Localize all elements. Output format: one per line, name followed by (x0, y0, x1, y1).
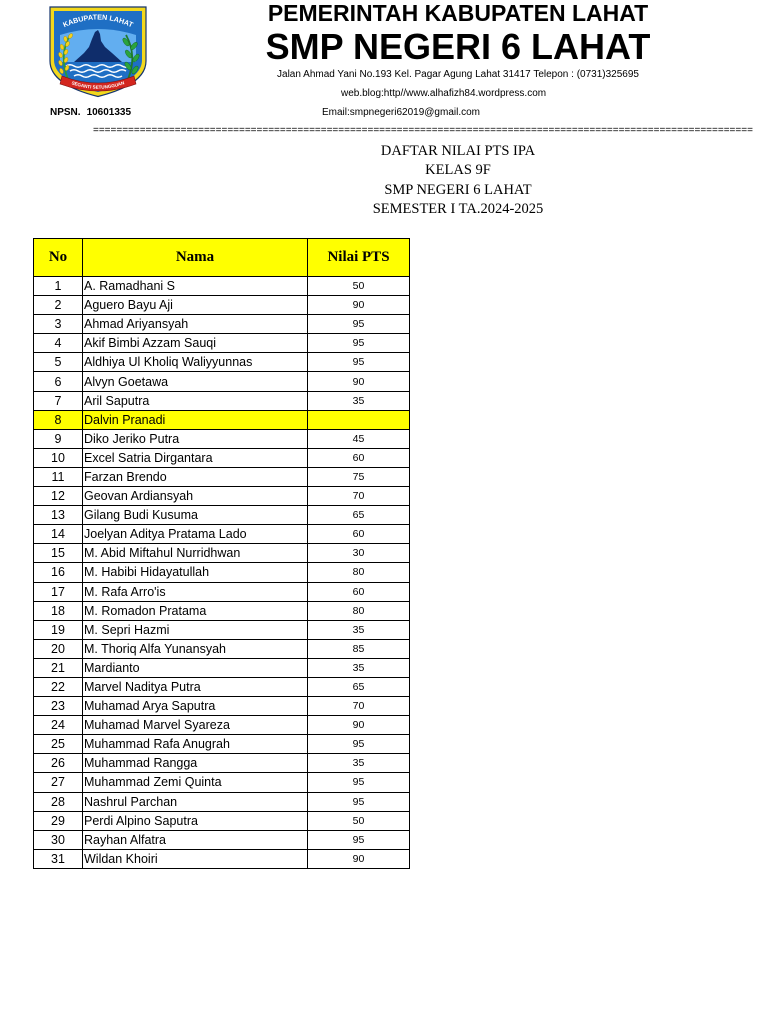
pts-score-cell: 70 (308, 487, 410, 506)
table-row (34, 430, 410, 449)
student-name-cell: Gilang Budi Kusuma (83, 506, 308, 525)
row-number-cell: 13 (34, 506, 83, 525)
pts-score-cell: 95 (308, 773, 410, 792)
table-row (34, 411, 410, 430)
school-address: Jalan Ahmad Yani No.193 Kel. Pagar Agung Lahat 31417 Telepon : (0731)325695 (277, 69, 639, 80)
pts-score-cell: 85 (308, 640, 410, 659)
student-name-cell: Dalvin Pranadi (83, 411, 308, 430)
student-name-cell: M. Thoriq Alfa Yunansyah (83, 640, 308, 659)
npsn-value: 10601335 (86, 107, 132, 118)
pts-score-cell: 80 (308, 563, 410, 582)
pts-score-cell: 35 (308, 392, 410, 411)
row-number-cell: 5 (34, 353, 83, 372)
npsn-label: NPSN. (50, 107, 81, 118)
class-label: KELAS 9F (425, 162, 491, 179)
row-number-cell: 10 (34, 449, 83, 468)
student-name-cell: Muhammad Rafa Anugrah (83, 735, 308, 754)
semester-label: SEMESTER I TA.2024-2025 (372, 200, 544, 217)
row-number-cell: 14 (34, 525, 83, 544)
report-title: DAFTAR NILAI PTS IPA (380, 143, 536, 159)
row-number-cell: 27 (34, 773, 83, 792)
table-row (34, 468, 410, 487)
row-number-cell: 19 (34, 621, 83, 640)
table-row (34, 563, 410, 582)
student-name-cell: Akif Bimbi Azzam Sauqi (83, 334, 308, 353)
student-name-cell: M. Abid Miftahul Nurridhwan (83, 544, 308, 563)
pts-score-cell: 35 (308, 621, 410, 640)
school-name: SMP NEGERI 6 LAHAT (265, 26, 651, 67)
pts-score-cell: 95 (308, 793, 410, 812)
header-separator: ================================================================================================================= (93, 126, 753, 136)
pts-score-cell: 95 (308, 334, 410, 353)
pts-score-cell: 30 (308, 544, 410, 563)
student-name-cell: Diko Jeriko Putra (83, 430, 308, 449)
pts-score-cell: 80 (308, 602, 410, 621)
row-number-cell: 17 (34, 583, 83, 602)
table-row (34, 449, 410, 468)
pts-score-cell: 90 (308, 716, 410, 735)
row-number-cell: 24 (34, 716, 83, 735)
pts-score-cell: 60 (308, 583, 410, 602)
student-name-cell: Muhammad Zemi Quinta (83, 773, 308, 792)
student-name-cell: Muhammad Rangga (83, 754, 308, 773)
column-header-no: No (34, 239, 83, 277)
table-row (34, 583, 410, 602)
pts-score-cell: 35 (308, 754, 410, 773)
table-row (34, 277, 410, 296)
table-row (34, 659, 410, 678)
pts-score-cell: 75 (308, 468, 410, 487)
student-name-cell: Mardianto (83, 659, 308, 678)
student-name-cell: Wildan Khoiri (83, 850, 308, 869)
table-row (34, 621, 410, 640)
row-number-cell: 16 (34, 563, 83, 582)
government-name: PEMERINTAH KABUPATEN LAHAT (267, 0, 649, 26)
pts-score-cell (308, 411, 410, 430)
table-row (34, 602, 410, 621)
row-number-cell: 25 (34, 735, 83, 754)
student-name-cell: M. Rafa Arro'is (83, 583, 308, 602)
pts-score-cell: 65 (308, 678, 410, 697)
student-name-cell: Farzan Brendo (83, 468, 308, 487)
student-name-cell: Excel Satria Dirgantara (83, 449, 308, 468)
row-number-cell: 22 (34, 678, 83, 697)
row-number-cell: 18 (34, 602, 83, 621)
column-header-name: Nama (83, 239, 308, 277)
student-name-cell: Marvel Naditya Putra (83, 678, 308, 697)
logo-ribbon-text: SEGANTI SETUNGGUAN (71, 80, 125, 90)
table-row (34, 773, 410, 792)
table-row (34, 315, 410, 334)
grade-table (33, 238, 410, 869)
pts-score-cell: 95 (308, 735, 410, 754)
table-row (34, 506, 410, 525)
row-number-cell: 20 (34, 640, 83, 659)
table-row (34, 487, 410, 506)
row-number-cell: 9 (34, 430, 83, 449)
pts-score-cell: 95 (308, 315, 410, 334)
logo-top-text: KABUPATEN LAHAT (61, 12, 135, 30)
pts-score-cell: 50 (308, 277, 410, 296)
table-body (34, 277, 410, 869)
student-name-cell: Joelyan Aditya Pratama Lado (83, 525, 308, 544)
student-name-cell: M. Sepri Hazmi (83, 621, 308, 640)
pts-score-cell: 90 (308, 850, 410, 869)
pts-score-cell: 95 (308, 353, 410, 372)
school-email: Email:smpnegeri62019@gmail.com (322, 107, 480, 118)
row-number-cell: 15 (34, 544, 83, 563)
student-name-cell: Rayhan Alfatra (83, 831, 308, 850)
row-number-cell: 3 (34, 315, 83, 334)
table-row (34, 697, 410, 716)
student-name-cell: Ahmad Ariyansyah (83, 315, 308, 334)
table-row (34, 372, 410, 391)
student-name-cell: A. Ramadhani S (83, 277, 308, 296)
row-number-cell: 4 (34, 334, 83, 353)
table-row (34, 716, 410, 735)
report-title-block (208, 142, 708, 219)
table-row (34, 296, 410, 315)
npsn (50, 108, 131, 118)
row-number-cell: 30 (34, 831, 83, 850)
student-name-cell: M. Romadon Pratama (83, 602, 308, 621)
school-website: web.blog:http//www.alhafizh84.wordpress.com (341, 88, 547, 99)
row-number-cell: 11 (34, 468, 83, 487)
table-row (34, 735, 410, 754)
table-header-row (34, 239, 410, 277)
table-row (34, 640, 410, 659)
pts-score-cell: 65 (308, 506, 410, 525)
table-row (34, 544, 410, 563)
table-row (34, 754, 410, 773)
row-number-cell: 29 (34, 812, 83, 831)
table-row (34, 334, 410, 353)
student-name-cell: Nashrul Parchan (83, 793, 308, 812)
student-name-cell: Aguero Bayu Aji (83, 296, 308, 315)
student-name-cell: M. Habibi Hidayatullah (83, 563, 308, 582)
pts-score-cell: 60 (308, 449, 410, 468)
row-number-cell: 1 (34, 277, 83, 296)
student-name-cell: Aldhiya Ul Kholiq Waliyyunnas (83, 353, 308, 372)
row-number-cell: 28 (34, 793, 83, 812)
pts-score-cell: 95 (308, 831, 410, 850)
row-number-cell: 31 (34, 850, 83, 869)
school-subtitle: SMP NEGERI 6 LAHAT (384, 181, 532, 198)
pts-score-cell: 60 (308, 525, 410, 544)
lahat-regency-logo (48, 5, 148, 98)
pts-score-cell: 45 (308, 430, 410, 449)
table-row (34, 525, 410, 544)
row-number-cell: 12 (34, 487, 83, 506)
student-name-cell: Muhamad Arya Saputra (83, 697, 308, 716)
student-name-cell: Muhamad Marvel Syareza (83, 716, 308, 735)
pts-score-cell: 90 (308, 372, 410, 391)
table-row (34, 850, 410, 869)
row-number-cell: 7 (34, 392, 83, 411)
pts-score-cell: 50 (308, 812, 410, 831)
table-row (34, 793, 410, 812)
student-name-cell: Perdi Alpino Saputra (83, 812, 308, 831)
student-name-cell: Geovan Ardiansyah (83, 487, 308, 506)
table-row (34, 392, 410, 411)
pts-score-cell: 90 (308, 296, 410, 315)
row-number-cell: 8 (34, 411, 83, 430)
student-name-cell: Alvyn Goetawa (83, 372, 308, 391)
row-number-cell: 26 (34, 754, 83, 773)
table-row (34, 353, 410, 372)
row-number-cell: 2 (34, 296, 83, 315)
row-number-cell: 23 (34, 697, 83, 716)
student-name-cell: Aril Saputra (83, 392, 308, 411)
table-row (34, 831, 410, 850)
pts-score-cell: 70 (308, 697, 410, 716)
row-number-cell: 6 (34, 372, 83, 391)
table-row (34, 678, 410, 697)
row-number-cell: 21 (34, 659, 83, 678)
pts-score-cell: 35 (308, 659, 410, 678)
column-header-score: Nilai PTS (308, 239, 410, 277)
table-row (34, 812, 410, 831)
